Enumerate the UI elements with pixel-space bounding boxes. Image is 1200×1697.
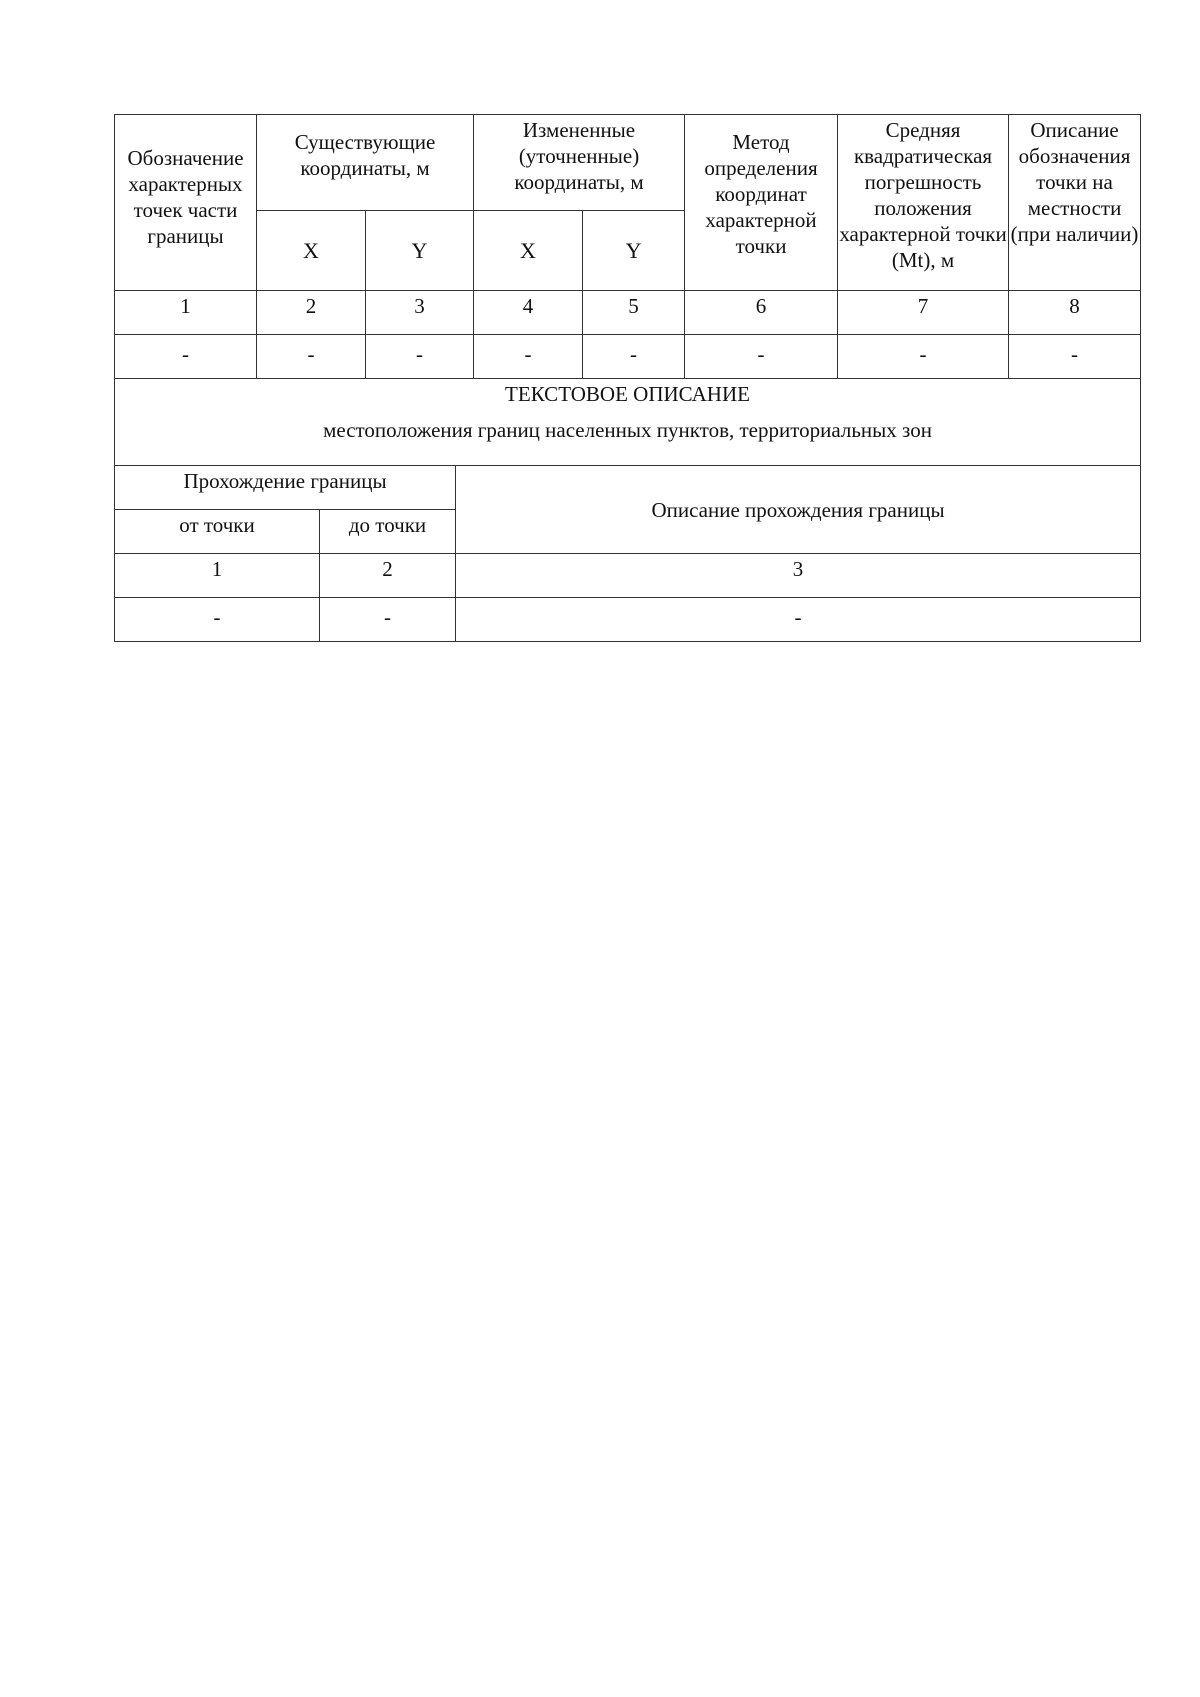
text-description-heading: ТЕКСТОВОЕ ОПИСАНИЕ xyxy=(505,382,750,406)
table-cell: - xyxy=(583,335,685,379)
table-cell: - xyxy=(115,598,320,642)
header-changed-coords: Измененные (уточненные) координаты, м xyxy=(474,115,685,211)
column-number: 3 xyxy=(366,291,474,335)
header-point-designation: Обозначение характерных точек части границы xyxy=(115,115,257,291)
table-cell: - xyxy=(456,598,1141,642)
header-from-point: от точки xyxy=(115,510,320,554)
header-boundary-passage: Прохождение границы xyxy=(115,466,456,510)
header-existing-coords: Существующие координаты, м xyxy=(257,115,474,211)
table-cell: - xyxy=(1009,335,1141,379)
table-cell: - xyxy=(474,335,583,379)
boundary-route-table xyxy=(114,465,1141,642)
header-mean-error: Средняя квадратическая погрешность положения характерной точки (Mt), м xyxy=(838,115,1009,291)
column-numbers-row xyxy=(115,554,1141,598)
column-number: 8 xyxy=(1009,291,1141,335)
header-route-description: Описание прохождения границы xyxy=(456,466,1141,554)
column-number: 2 xyxy=(320,554,456,598)
text-description-subheading: местоположения границ населенных пунктов, территориальных зон xyxy=(323,418,932,442)
table-cell: - xyxy=(366,335,474,379)
header-changed-x: X xyxy=(474,211,583,291)
table-cell: - xyxy=(257,335,366,379)
header-changed-y: Y xyxy=(583,211,685,291)
table-cell: - xyxy=(115,335,257,379)
column-number: 6 xyxy=(685,291,838,335)
table-cell: - xyxy=(685,335,838,379)
column-numbers-row xyxy=(115,291,1141,335)
text-description-title xyxy=(115,379,1141,466)
column-number: 5 xyxy=(583,291,685,335)
header-method: Метод определения координат характерной точки xyxy=(685,115,838,291)
column-number: 7 xyxy=(838,291,1009,335)
table-cell: - xyxy=(838,335,1009,379)
column-number: 1 xyxy=(115,554,320,598)
column-number: 2 xyxy=(257,291,366,335)
table-cell: - xyxy=(320,598,456,642)
table-row xyxy=(115,598,1141,642)
header-to-point: до точки xyxy=(320,510,456,554)
table-row xyxy=(115,335,1141,379)
column-number: 1 xyxy=(115,291,257,335)
header-existing-y: Y xyxy=(366,211,474,291)
header-point-description: Описание обозначения точки на местности (при наличии) xyxy=(1009,115,1141,291)
column-number: 4 xyxy=(474,291,583,335)
header-existing-x: X xyxy=(257,211,366,291)
column-number: 3 xyxy=(456,554,1141,598)
coordinates-table xyxy=(114,114,1141,466)
